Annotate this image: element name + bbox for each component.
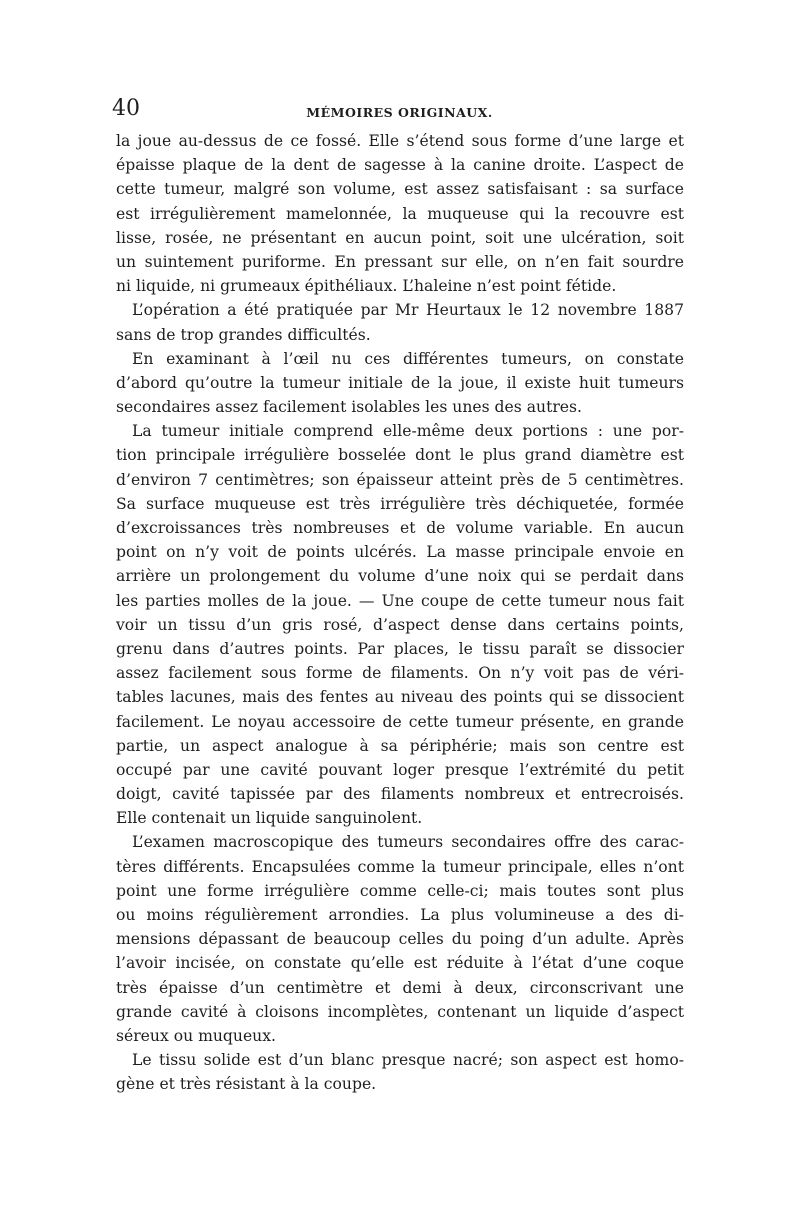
text-line: voir un tissu d’un gris rosé, d’aspect dense dans certains points,	[116, 615, 684, 634]
paragraph	[116, 830, 684, 1048]
text-line: gène et très résistant à la coupe.	[116, 1075, 377, 1094]
paragraph	[116, 347, 684, 420]
paragraph	[116, 129, 684, 298]
text-line: La tumeur initiale comprend elle-même deux portions : une por-	[132, 422, 684, 441]
text-line: un suintement puriforme. En pressant sur elle, on n’en fait sourdre	[116, 252, 684, 271]
text-line: L’opération a été pratiquée par Mr Heurtaux le 12 novembre 1887	[132, 301, 684, 320]
text-line: d’abord qu’outre la tumeur initiale de la joue, il existe huit tumeurs	[116, 373, 684, 392]
body-text	[116, 129, 684, 1097]
text-line: grande cavité à cloisons incomplètes, contenant un liquide d’aspect	[116, 1002, 684, 1021]
text-line: d’excroissances très nombreuses et de volume variable. En aucun	[116, 519, 684, 537]
text-line: En examinant à l’œil nu ces différentes tumeurs, on constate	[132, 349, 684, 368]
paragraph	[116, 419, 684, 830]
text-line: ou moins régulièrement arrondies. La plus volumineuse a des di-	[116, 906, 684, 924]
text-line: grenu dans d’autres points. Par places, le tissu paraît se dissocier	[116, 639, 684, 658]
text-line: sans de trop grandes difficultés.	[116, 325, 371, 344]
paragraph	[116, 1048, 684, 1096]
text-line: L’examen macroscopique des tumeurs secondaires offre des carac-	[132, 833, 684, 852]
text-line: occupé par une cavité pouvant loger presque l’extrémité du petit	[116, 760, 684, 779]
text-line: point on n’y voit de points ulcérés. La masse principale envoie en	[116, 543, 684, 562]
text-line: tères différents. Encapsulées comme la tumeur principale, elles n’ont	[116, 857, 684, 876]
text-line: l’avoir incisée, on constate qu’elle est réduite à l’état d’une coque	[116, 954, 684, 973]
text-line: mensions dépassant de beaucoup celles du poing d’un adulte. Après	[116, 930, 684, 949]
text-line: tables lacunes, mais des fentes au niveau des points qui se dissocient	[116, 688, 684, 707]
text-line: ni liquide, ni grumeaux épithéliaux. L’haleine n’est point fétide.	[116, 277, 617, 296]
text-line: partie, un aspect analogue à sa périphérie; mais son centre est	[116, 736, 684, 755]
text-line: tion principale irrégulière bosselée dont le plus grand diamètre est	[116, 446, 684, 465]
text-line: arrière un prolongement du volume d’une noix qui se perdait dans	[116, 567, 684, 586]
text-line: Elle contenait un liquide sanguinolent.	[116, 809, 423, 828]
paragraph	[116, 298, 684, 346]
text-line: lisse, rosée, ne présentant en aucun point, soit une ulcération, soit	[116, 228, 684, 247]
page-header	[112, 98, 687, 124]
text-line: secondaires assez facilement isolables les unes des autres.	[116, 398, 582, 417]
text-line: est irrégulièrement mamelonnée, la muqueuse qui la recouvre est	[116, 204, 684, 223]
text-line: séreux ou muqueux.	[116, 1026, 276, 1045]
text-line: d’environ 7 centimètres; son épaisseur atteint près de 5 centimètres.	[116, 470, 684, 489]
text-line: facilement. Le noyau accessoire de cette tumeur présente, en grande	[116, 712, 684, 731]
text-line: très épaisse d’un centimètre et demi à deux, circonscrivant une	[116, 978, 684, 997]
text-line: assez facilement sous forme de filaments. On n’y voit pas de véri-	[116, 664, 684, 683]
text-line: la joue au-dessus de ce fossé. Elle s’étend sous forme d’une large et	[116, 132, 684, 150]
page-number: 40	[112, 96, 140, 121]
text-line: les parties molles de la joue. — Une coupe de cette tumeur nous fait	[116, 591, 684, 610]
text-line: épaisse plaque de la dent de sagesse à la canine droite. L’aspect de	[116, 156, 684, 175]
running-head: MÉMOIRES ORIGINAUX.	[306, 105, 493, 120]
text-line: doigt, cavité tapissée par des filaments nombreux et entrecroisés.	[116, 785, 684, 804]
text-line: cette tumeur, malgré son volume, est assez satisfaisant : sa surface	[116, 180, 684, 199]
text-line: Sa surface muqueuse est très irrégulière très déchiquetée, formée	[116, 494, 684, 513]
text-line: point une forme irrégulière comme celle-ci; mais toutes sont plus	[116, 881, 684, 900]
text-line: Le tissu solide est d’un blanc presque nacré; son aspect est homo-	[132, 1051, 684, 1070]
